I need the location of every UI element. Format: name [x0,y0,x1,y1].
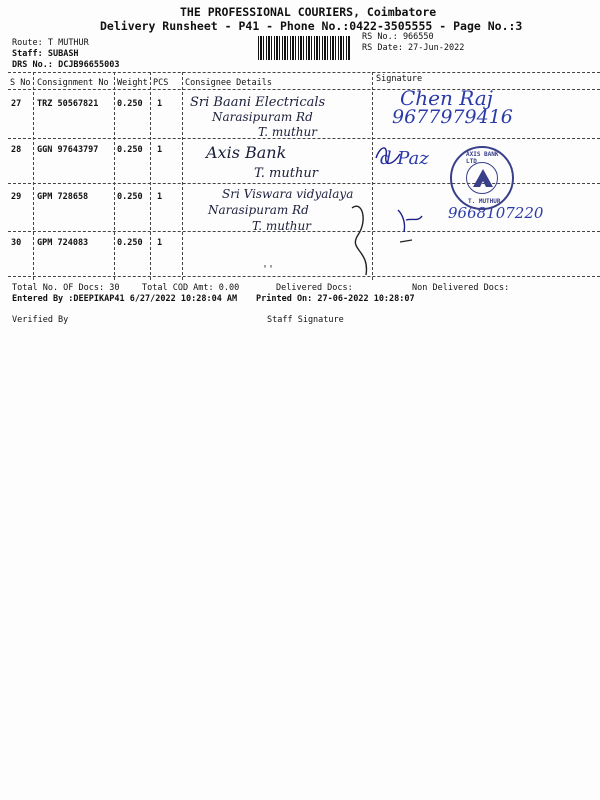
consignee-line: Axis Bank [206,143,287,162]
drs-label: DRS No.: [12,60,53,70]
row-pcs: 1 [157,238,163,248]
row-weight: 0.250 [117,238,143,248]
row-weight: 0.250 [117,99,143,109]
staff-signature: Staff Signature [267,315,344,325]
table-bottom-rule [8,276,600,277]
row-pcs: 1 [157,99,163,109]
verified-by: Verified By [12,315,69,325]
col-consignee: Consignee Details [185,78,272,88]
col-sno: S No [10,78,31,88]
route-label: Route: [12,38,43,48]
col-divider [33,72,34,280]
drs-row [12,60,120,70]
route-row [12,38,89,48]
col-divider [182,72,183,280]
row-sno: 27 [11,99,22,109]
rs-date: RS Date: 27-Jun-2022 [362,43,465,53]
row-consignment: TRZ 50567821 [37,99,99,109]
staff-row [12,49,79,59]
col-signature: Signature [376,74,423,84]
rs-number: RS No.: 966550 [362,32,434,42]
row-consignment: GPM 728658 [37,192,89,202]
col-pcs: PCS [153,78,169,88]
row-pcs: 1 [157,145,163,155]
consignee-line: T. muthur [258,125,317,139]
axis-logo-icon [472,168,494,188]
company-title: THE PROFESSIONAL COURIERS, Coimbatore [180,5,437,19]
total-docs: Total No. OF Docs: 30 [12,283,120,293]
row-weight: 0.250 [117,192,143,202]
table-top-rule [8,72,600,73]
bank-stamp [450,146,514,210]
drs-value: DCJB96655003 [58,60,120,70]
signature-scribble [370,140,410,170]
non-delivered-docs: Non Delivered Docs: [412,283,510,293]
entered-by: Entered By :DEEPIKAP41 6/27/2022 10:28:04 AM [12,294,238,304]
stamp-bottom-text: T. MUTHUR [468,198,501,205]
stamp-top-text: AXIS BANK LTD [466,151,499,165]
consignee-line: Narasipuram Rd [212,110,313,124]
header-bottom-rule [8,89,600,90]
signature-line: Chen Raj [400,86,493,110]
row-pcs: 1 [157,192,163,202]
signature-scribble [340,180,460,280]
consignee-line: Sri Viswara vidyalaya [222,187,354,201]
consignee-line: Sri Baani Electricals [190,95,326,110]
col-weight: Weight [117,78,148,88]
col-divider [150,72,151,280]
row-consignment: GGN 97643797 [37,145,99,155]
consignee-line: Narasipuram Rd [208,203,309,217]
barcode-image [258,36,350,60]
staff-label: Staff: [12,49,43,59]
signature-line: 9677979416 [392,106,513,128]
row-sno: 30 [11,238,22,248]
consignee-line: T. muthur [252,219,311,233]
printed-on: Printed On: 27-06-2022 10:28:07 [256,294,415,304]
row-consignment: GPM 724083 [37,238,89,248]
stroke-mark: '' [262,264,275,275]
total-cod: Total COD Amt: 0.00 [142,283,240,293]
route-value: T MUTHUR [47,38,89,48]
col-divider [114,72,115,280]
consignee-line: T. muthur [254,166,318,181]
col-consignment: Consignment No [37,78,109,88]
delivered-docs: Delivered Docs: [276,283,353,293]
row-sno: 28 [11,145,22,155]
runsheet-title: Delivery Runsheet - P41 - Phone No.:0422-3505555 - Page No.:3 [100,19,523,33]
signature-line: 9668107220 [448,204,544,222]
row-sno: 29 [11,192,22,202]
row-weight: 0.250 [117,145,143,155]
staff-value: SUBASH [47,49,79,59]
signature-line: d Paz [380,148,429,169]
